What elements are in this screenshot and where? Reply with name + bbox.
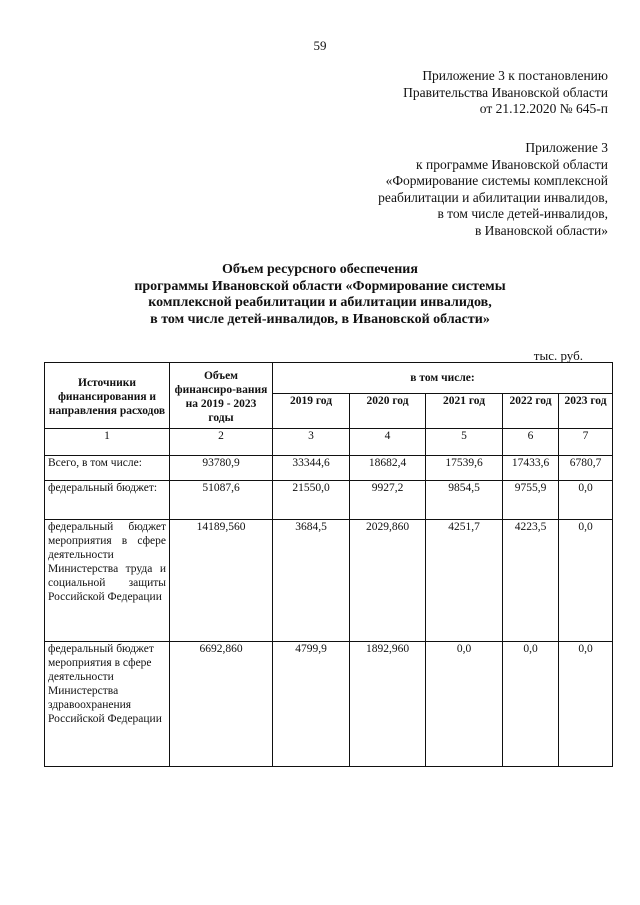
row-year-value: 1892,960 [350,642,426,767]
document-title-line: Объем ресурсного обеспечения [222,262,418,277]
column-index-row [45,429,613,456]
appendix-resolution-line: Правительства Ивановской области [403,84,608,100]
row-year-value: 18682,4 [350,456,426,481]
row-source: Всего, в том числе: [45,456,170,481]
row-total-value: 6692,860 [170,642,273,767]
row-year-value: 0,0 [559,481,613,520]
row-year-value: 0,0 [503,642,559,767]
appendix-program-line: Приложение 3 [525,140,608,155]
column-index: 3 [273,429,350,456]
header-year: 2023 год [559,394,613,429]
row-year-value: 3684,5 [273,520,350,642]
row-year-value: 17433,6 [503,456,559,481]
document-title-line: в том числе детей-инвалидов, в Ивановской области» [150,311,490,327]
column-index: 1 [45,429,170,456]
appendix-resolution-line: от 21.12.2020 № 645-п [479,101,608,116]
units-label: тыс. руб. [533,348,583,363]
row-total-value: 14189,560 [170,520,273,642]
column-index: 2 [170,429,273,456]
appendix-program-line: «Формирование системы комплексной [385,173,608,188]
appendix-program-line: реабилитации и абилитации инвалидов, [378,189,608,205]
row-year-value: 17539,6 [426,456,503,481]
appendix-resolution-line: Приложение 3 к постановлению [422,68,608,83]
row-year-value: 2029,860 [350,520,426,642]
table-row [45,456,613,481]
row-year-value: 0,0 [559,520,613,642]
table-row [45,481,613,520]
row-year-value: 9755,9 [503,481,559,520]
table-row [45,520,613,642]
header-including: в том числе: [273,363,613,394]
document-title-line: комплексной реабилитации и абилитации инвалидов, [148,295,492,310]
header-year: 2022 год [503,394,559,429]
row-year-value: 6780,7 [559,456,613,481]
row-source: федеральный бюджет мероприятия в сфере деятельности Министерства труда и социальной защиты Российской Федерации [45,520,170,642]
appendix-program-line: в Ивановской области» [474,222,608,238]
row-year-value: 4799,9 [273,642,350,767]
header-year: 2020 год [350,394,426,429]
row-year-value: 9854,5 [426,481,503,520]
row-year-value: 21550,0 [273,481,350,520]
header-volume: Объем финансиро-вания на 2019 - 2023 годы [170,363,273,429]
header-year: 2021 год [426,394,503,429]
row-year-value: 9927,2 [350,481,426,520]
row-year-value: 4223,5 [503,520,559,642]
document-title [0,262,640,328]
page-number: 59 [313,38,327,53]
row-source: федеральный бюджет мероприятия в сфере деятельности Министерства здравоохранения Российской Федерации [45,642,170,767]
row-year-value: 4251,7 [426,520,503,642]
header-year: 2019 год [273,394,350,429]
appendix-program-line: в том числе детей-инвалидов, [437,206,608,221]
table-row [45,642,613,767]
row-total-value: 93780,9 [170,456,273,481]
row-year-value: 0,0 [426,642,503,767]
resource-table [44,362,613,767]
column-index: 5 [426,429,503,456]
row-source: федеральный бюджет: [45,481,170,520]
appendix-program [378,140,608,239]
row-total-value: 51087,6 [170,481,273,520]
document-title-line: программы Ивановской области «Формирование системы [134,278,506,294]
row-year-value: 0,0 [559,642,613,767]
appendix-resolution [403,68,608,118]
column-index: 6 [503,429,559,456]
header-source: Источники финансирования и направления расходов [45,363,170,429]
column-index: 7 [559,429,613,456]
appendix-program-line: к программе Ивановской области [416,156,608,172]
column-index: 4 [350,429,426,456]
row-year-value: 33344,6 [273,456,350,481]
